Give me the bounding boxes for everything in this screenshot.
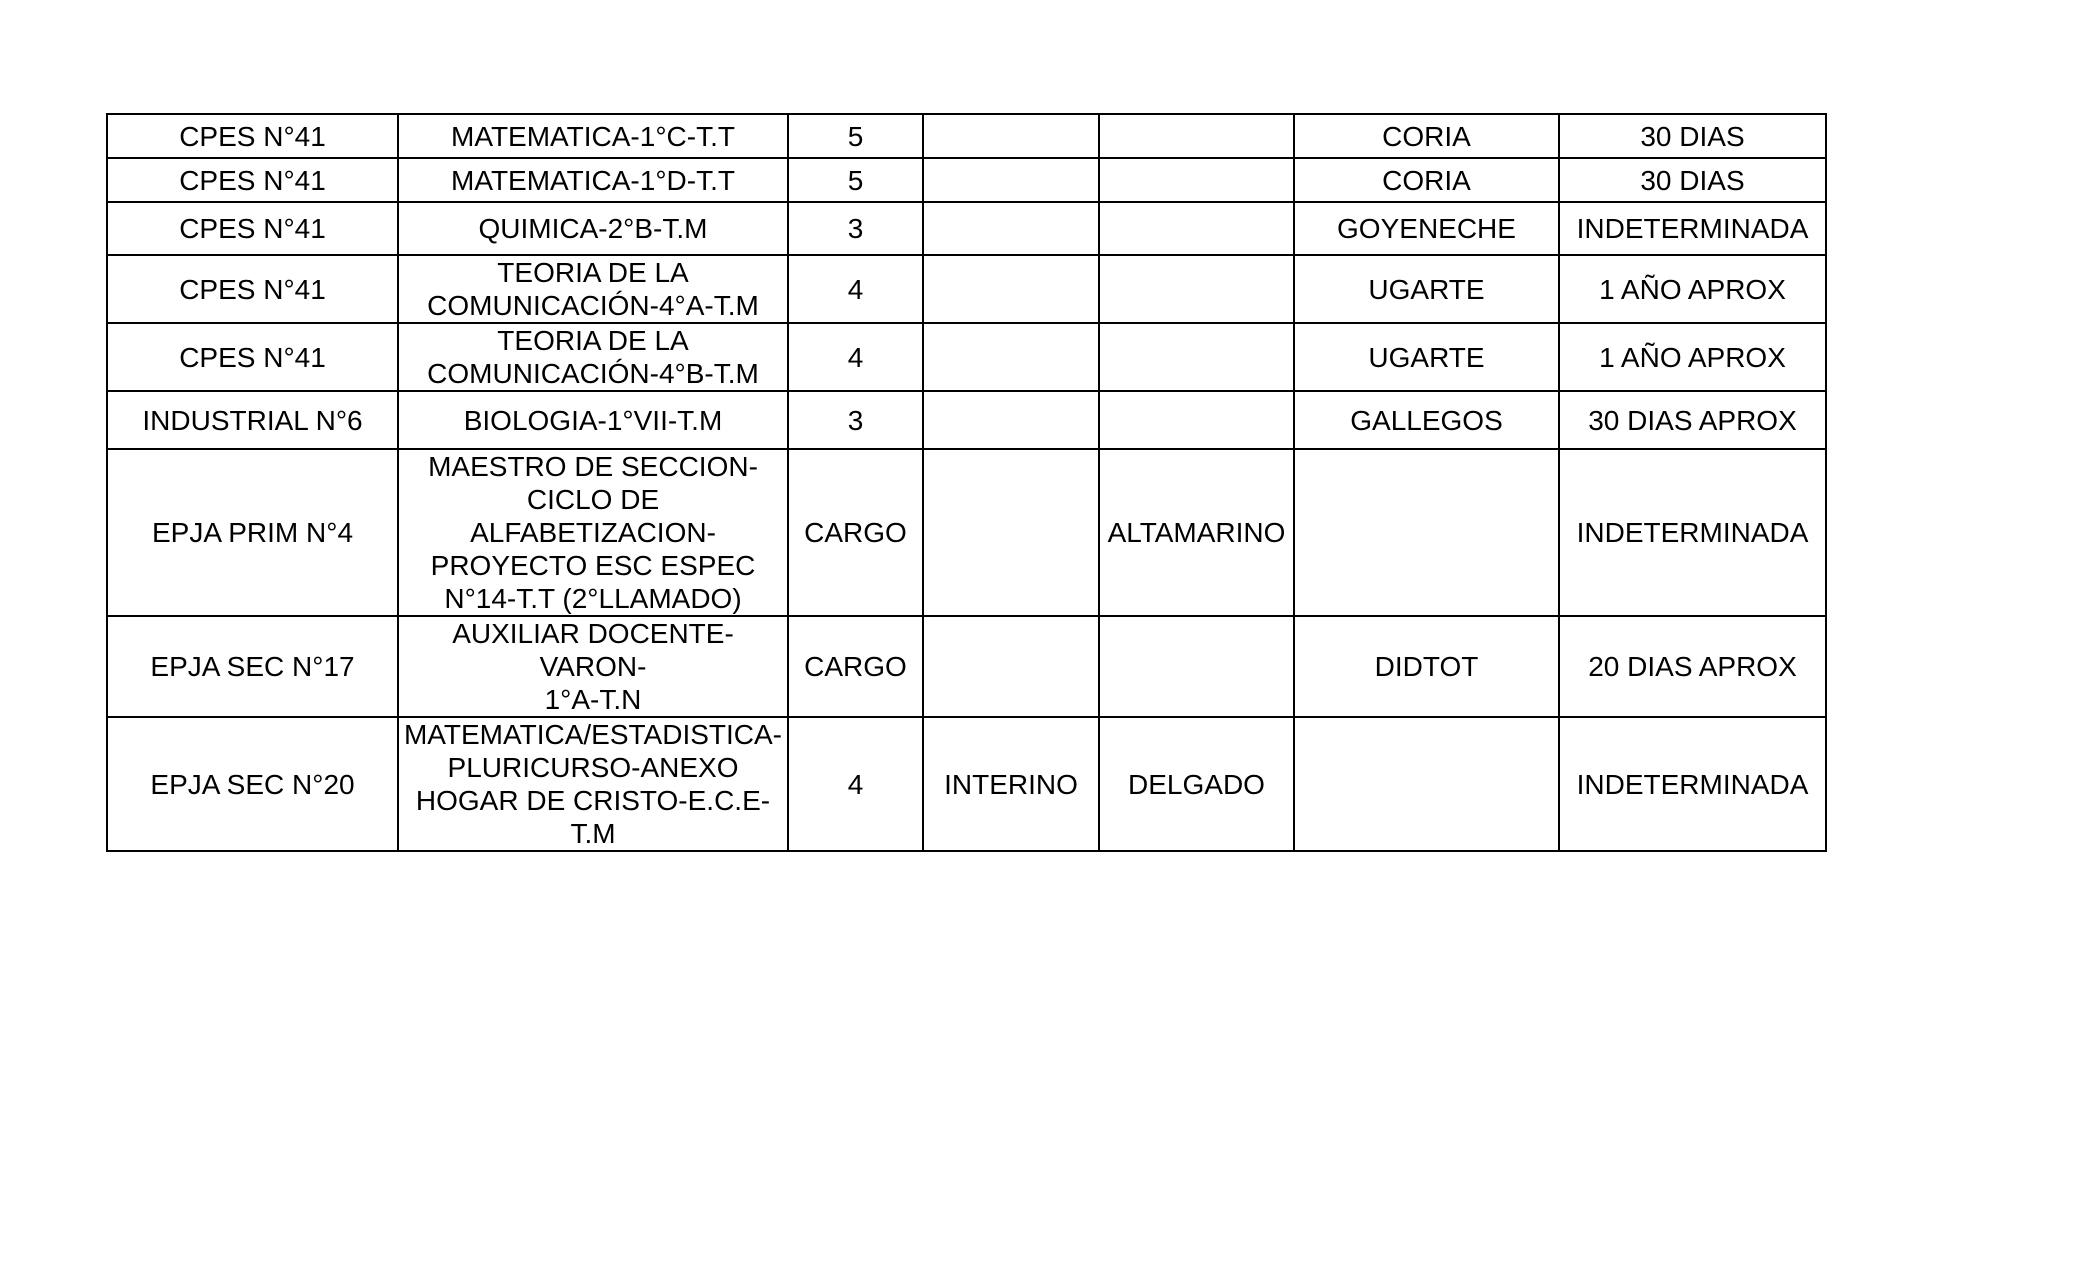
hours-cell: 5 xyxy=(788,158,923,202)
holder-cell xyxy=(1099,391,1294,449)
duration-cell: 1 AÑO APROX xyxy=(1559,323,1826,391)
replaced-teacher-cell: CORIA xyxy=(1294,158,1559,202)
school-cell: INDUSTRIAL N°6 xyxy=(107,391,398,449)
replaced-teacher-cell xyxy=(1294,449,1559,616)
subject-cell: MATEMATICA/ESTADISTICA- PLURICURSO-ANEXO HOGAR DE CRISTO-E.C.E- T.M xyxy=(398,717,788,851)
duration-cell: INDETERMINADA xyxy=(1559,202,1826,255)
holder-cell xyxy=(1099,158,1294,202)
holder-cell xyxy=(1099,255,1294,323)
subject-cell: MATEMATICA-1°C-T.T xyxy=(398,114,788,158)
duration-cell: 20 DIAS APROX xyxy=(1559,616,1826,717)
table-row xyxy=(107,158,1826,202)
duration-cell: 30 DIAS xyxy=(1559,114,1826,158)
school-cell: CPES N°41 xyxy=(107,255,398,323)
duration-cell: 1 AÑO APROX xyxy=(1559,255,1826,323)
holder-cell xyxy=(1099,202,1294,255)
subject-cell: AUXILIAR DOCENTE-VARON- 1°A-T.N xyxy=(398,616,788,717)
subject-cell: QUIMICA-2°B-T.M xyxy=(398,202,788,255)
subject-cell: BIOLOGIA-1°VII-T.M xyxy=(398,391,788,449)
table-row xyxy=(107,391,1826,449)
duration-cell: 30 DIAS APROX xyxy=(1559,391,1826,449)
table-row xyxy=(107,114,1826,158)
replaced-teacher-cell: UGARTE xyxy=(1294,323,1559,391)
holder-cell xyxy=(1099,323,1294,391)
duration-cell: INDETERMINADA xyxy=(1559,449,1826,616)
status-cell xyxy=(923,202,1099,255)
status-cell xyxy=(923,449,1099,616)
hours-cell: 5 xyxy=(788,114,923,158)
holder-cell xyxy=(1099,114,1294,158)
holder-cell xyxy=(1099,616,1294,717)
table-row xyxy=(107,323,1826,391)
hours-cell: 4 xyxy=(788,255,923,323)
holder-cell: ALTAMARINO xyxy=(1099,449,1294,616)
hours-cell: 4 xyxy=(788,323,923,391)
hours-cell: CARGO xyxy=(788,616,923,717)
replaced-teacher-cell: GOYENECHE xyxy=(1294,202,1559,255)
subject-cell: TEORIA DE LA COMUNICACIÓN-4°A-T.M xyxy=(398,255,788,323)
status-cell xyxy=(923,114,1099,158)
status-cell xyxy=(923,323,1099,391)
school-cell: CPES N°41 xyxy=(107,114,398,158)
status-cell: INTERINO xyxy=(923,717,1099,851)
hours-cell: 3 xyxy=(788,391,923,449)
status-cell xyxy=(923,158,1099,202)
hours-cell: CARGO xyxy=(788,449,923,616)
vacancy-table xyxy=(106,113,1827,852)
table-row xyxy=(107,616,1826,717)
replaced-teacher-cell: DIDTOT xyxy=(1294,616,1559,717)
school-cell: CPES N°41 xyxy=(107,323,398,391)
table-row xyxy=(107,202,1826,255)
replaced-teacher-cell: GALLEGOS xyxy=(1294,391,1559,449)
hours-cell: 3 xyxy=(788,202,923,255)
school-cell: EPJA SEC N°20 xyxy=(107,717,398,851)
school-cell: CPES N°41 xyxy=(107,202,398,255)
replaced-teacher-cell: CORIA xyxy=(1294,114,1559,158)
holder-cell: DELGADO xyxy=(1099,717,1294,851)
duration-cell: INDETERMINADA xyxy=(1559,717,1826,851)
hours-cell: 4 xyxy=(788,717,923,851)
replaced-teacher-cell: UGARTE xyxy=(1294,255,1559,323)
status-cell xyxy=(923,391,1099,449)
table-row xyxy=(107,717,1826,851)
status-cell xyxy=(923,616,1099,717)
table-row xyxy=(107,255,1826,323)
subject-cell: MAESTRO DE SECCION- CICLO DE ALFABETIZACION- PROYECTO ESC ESPEC N°14-T.T (2°LLAMADO) xyxy=(398,449,788,616)
school-cell: CPES N°41 xyxy=(107,158,398,202)
subject-cell: TEORIA DE LA COMUNICACIÓN-4°B-T.M xyxy=(398,323,788,391)
duration-cell: 30 DIAS xyxy=(1559,158,1826,202)
status-cell xyxy=(923,255,1099,323)
table-row xyxy=(107,449,1826,616)
subject-cell: MATEMATICA-1°D-T.T xyxy=(398,158,788,202)
replaced-teacher-cell xyxy=(1294,717,1559,851)
school-cell: EPJA SEC N°17 xyxy=(107,616,398,717)
school-cell: EPJA PRIM N°4 xyxy=(107,449,398,616)
